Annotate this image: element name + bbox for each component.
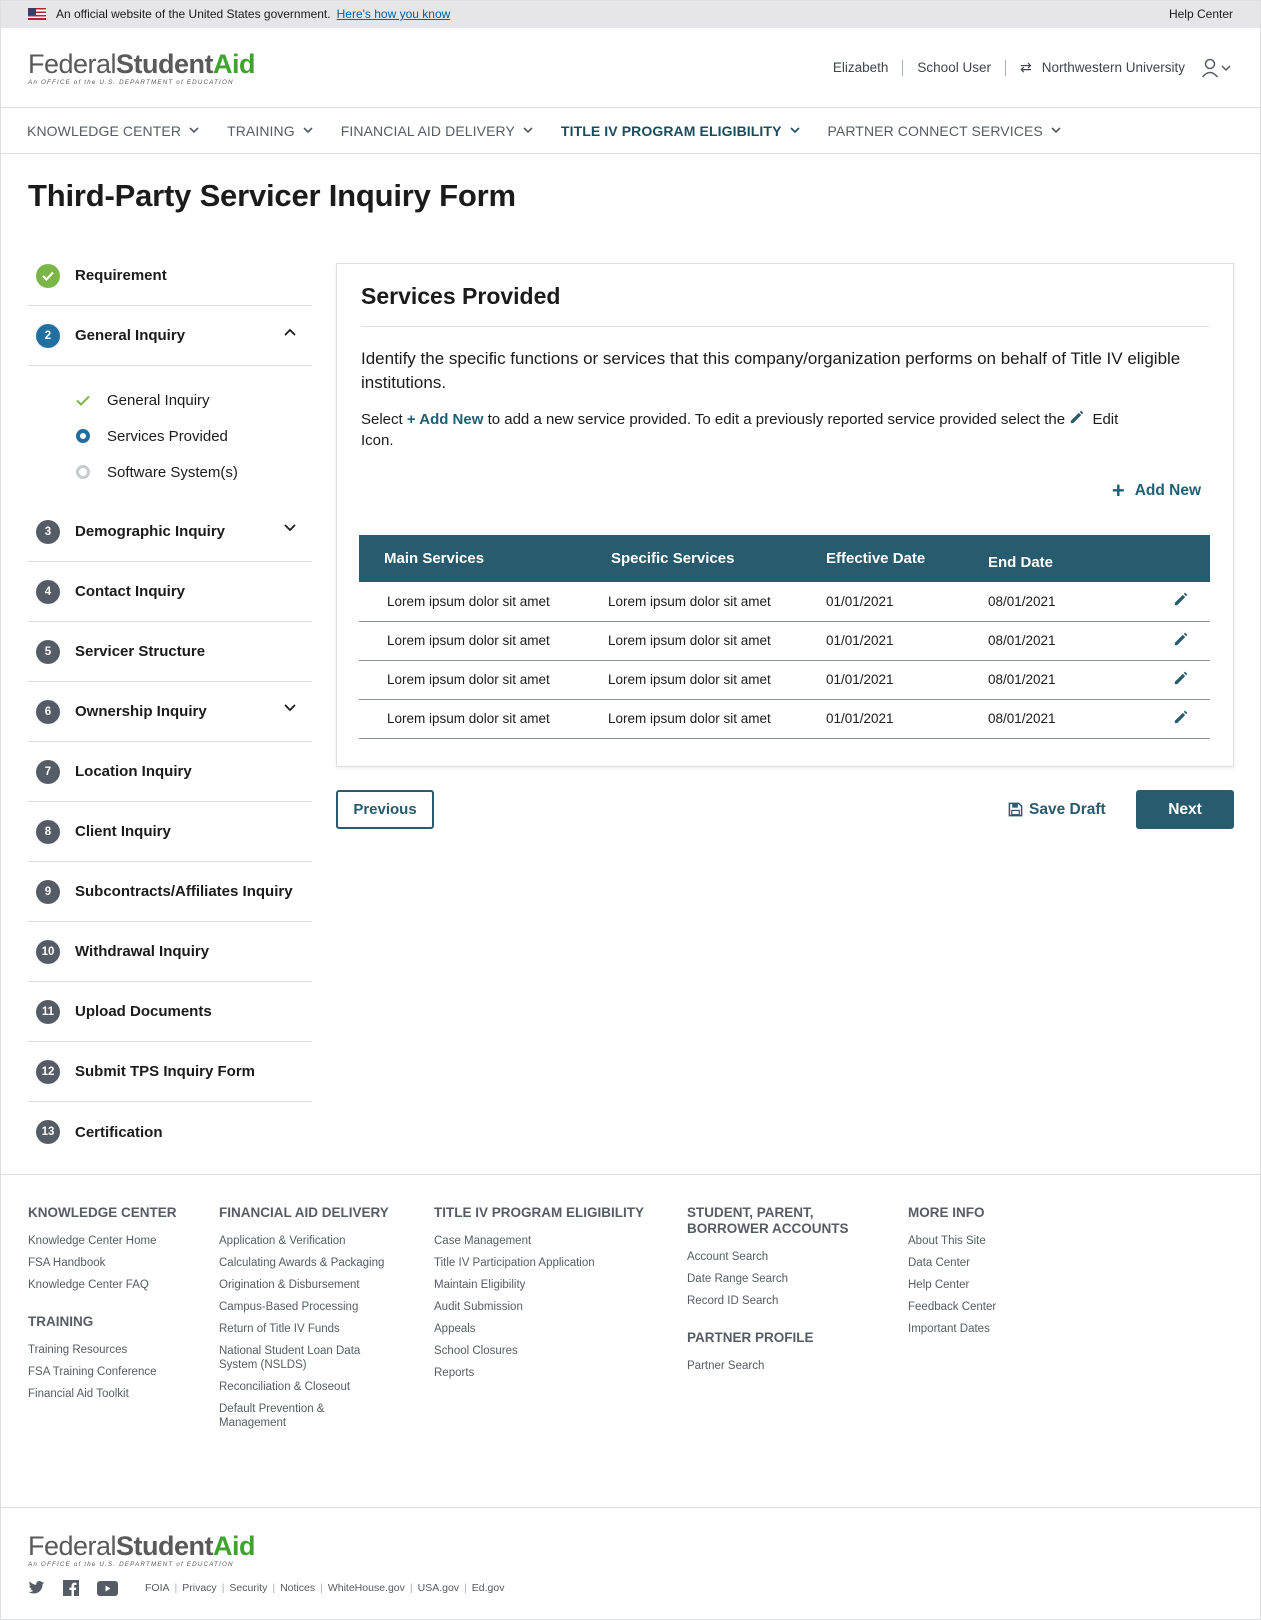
cell-specific: Lorem ipsum dolor sit amet xyxy=(586,699,826,738)
cell-end: 08/01/2021 xyxy=(988,660,1138,699)
step-label: Ownership Inquiry xyxy=(75,703,207,720)
edit-cell xyxy=(1138,582,1210,621)
divider xyxy=(1005,60,1006,76)
footer-legal-link[interactable]: Security xyxy=(229,1582,268,1594)
footer-link[interactable]: Data Center xyxy=(908,1257,971,1269)
check-icon xyxy=(76,393,90,407)
step-general-inquiry[interactable] xyxy=(28,306,312,366)
chevron-down-icon xyxy=(790,127,800,134)
logo-student: Student xyxy=(116,1531,214,1561)
logo-student: Student xyxy=(116,48,214,79)
footer-heading: FINANCIAL AID DELIVERY xyxy=(219,1205,389,1220)
us-flag-icon xyxy=(28,8,46,20)
chevron-down-icon[interactable] xyxy=(284,524,296,532)
card-instructions xyxy=(361,409,1131,451)
step-label: Servicer Structure xyxy=(75,643,206,660)
step-number: 12 xyxy=(36,1060,60,1084)
step-label: Subcontracts/Affiliates Inquiry xyxy=(75,883,293,900)
table-row xyxy=(359,660,1210,699)
footer-legal-link[interactable]: WhiteHouse.gov xyxy=(327,1582,405,1594)
user-area xyxy=(833,58,1233,78)
step-number: 4 xyxy=(36,580,60,604)
nav-label: PARTNER CONNECT SERVICES xyxy=(827,122,1043,139)
swap-icon[interactable]: ⇄ xyxy=(1019,59,1032,75)
pencil-icon[interactable] xyxy=(1173,710,1188,725)
step-number: 5 xyxy=(36,640,60,664)
footer-link[interactable]: FSA Handbook xyxy=(28,1257,106,1269)
logo-federal: Federal xyxy=(28,48,117,79)
table-header-row xyxy=(359,535,1210,582)
cell-effective: 01/01/2021 xyxy=(826,660,988,699)
cell-end: 08/01/2021 xyxy=(988,582,1138,621)
social-links xyxy=(28,1580,510,1596)
step-certification[interactable] xyxy=(28,1102,312,1162)
footer-link[interactable]: About This Site xyxy=(908,1235,986,1247)
substep-software-systems[interactable] xyxy=(28,454,312,490)
footer-link[interactable]: National Student Loan Data System (NSLDS) xyxy=(219,1345,361,1371)
th-effective-date: Effective Date xyxy=(826,550,926,567)
footer-col-title-iv xyxy=(434,1205,644,1388)
footer-heading: STUDENT, PARENT, BORROWER ACCOUNTS xyxy=(687,1205,849,1236)
footer-link[interactable]: School Closures xyxy=(434,1345,518,1357)
cell-main: Lorem ipsum dolor sit amet xyxy=(359,660,586,699)
step-number: 9 xyxy=(36,880,60,904)
logo-tagline: An OFFICE of the U.S. DEPARTMENT of EDUCATION xyxy=(28,78,234,86)
logo-aid: Aid xyxy=(213,1531,256,1561)
step-label: Upload Documents xyxy=(75,1003,212,1020)
table-row xyxy=(359,582,1210,621)
cell-effective: 01/01/2021 xyxy=(826,621,988,660)
cell-main: Lorem ipsum dolor sit amet xyxy=(359,699,586,738)
footer-col-knowledge xyxy=(28,1205,177,1409)
services-card xyxy=(336,263,1234,767)
card-title: Services Provided xyxy=(361,283,1209,327)
footer-heading: TITLE IV PROGRAM ELIGIBILITY xyxy=(434,1205,645,1220)
cell-end: 08/01/2021 xyxy=(988,621,1138,660)
footer-link[interactable]: Appeals xyxy=(434,1323,476,1335)
step-label: Location Inquiry xyxy=(75,763,192,780)
help-center-link[interactable]: Help Center xyxy=(1168,7,1233,21)
pencil-icon[interactable] xyxy=(1173,592,1188,607)
cell-main: Lorem ipsum dolor sit amet xyxy=(359,621,586,660)
user-name: Elizabeth xyxy=(832,60,889,75)
footer-link[interactable]: Title IV Participation Application xyxy=(434,1257,595,1269)
services-table xyxy=(359,535,1210,739)
footer-legal-link[interactable]: USA.gov xyxy=(417,1582,460,1594)
site-footer xyxy=(0,1174,1261,1508)
nav-label: TRAINING xyxy=(227,122,295,139)
step-sidebar xyxy=(28,246,312,1162)
save-icon xyxy=(1008,802,1023,817)
step-servicer-structure[interactable] xyxy=(28,622,312,682)
substep-services-provided[interactable] xyxy=(28,418,312,454)
substep-label: Software System(s) xyxy=(107,463,238,481)
instr-add-new: + Add New xyxy=(406,411,484,428)
nav-partner-connect[interactable] xyxy=(828,123,1061,139)
footer-link[interactable]: Training Resources xyxy=(28,1344,128,1356)
step-upload-documents[interactable] xyxy=(28,982,312,1042)
legal-links: FOIA | Privacy | Security | Notices | WhiteHouse.gov | USA.gov | Ed.gov xyxy=(140,1582,510,1594)
step-withdrawal-inquiry[interactable] xyxy=(28,922,312,982)
instr-text: to add a new service provided. To edit a previously reported service provided select the xyxy=(483,411,1070,428)
cell-effective: 01/01/2021 xyxy=(826,699,988,738)
footer-link[interactable]: Date Range Search xyxy=(687,1273,789,1285)
add-new-button[interactable] xyxy=(1111,478,1201,503)
step-submit-form[interactable] xyxy=(28,1042,312,1102)
instr-text: Edit Icon. xyxy=(361,411,1119,449)
how-you-know-link[interactable]: Here's how you know xyxy=(336,7,451,21)
school-name[interactable]: Northwestern University xyxy=(1041,60,1185,75)
footer-col-more-info xyxy=(908,1205,996,1344)
footer-legal-link[interactable]: Privacy xyxy=(182,1582,217,1594)
divider xyxy=(902,60,903,76)
footer-link[interactable]: Maintain Eligibility xyxy=(434,1279,526,1291)
twitter-icon[interactable] xyxy=(28,1581,45,1595)
chevron-down-icon xyxy=(189,127,199,134)
add-new-label: Add New xyxy=(1134,482,1201,499)
footer-link[interactable]: Reports xyxy=(434,1367,475,1379)
nav-label: FINANCIAL AID DELIVERY xyxy=(340,122,515,139)
step-number: 3 xyxy=(36,520,60,544)
footer-link[interactable]: Reconciliation & Closeout xyxy=(219,1381,351,1393)
table-row xyxy=(359,699,1210,738)
substep-label: General Inquiry xyxy=(107,391,210,409)
logo-tagline: An OFFICE of the U.S. DEPARTMENT of EDUCATION xyxy=(28,1561,234,1568)
step-label: Demographic Inquiry xyxy=(75,523,226,540)
nav-label: TITLE IV PROGRAM ELIGIBILITY xyxy=(560,122,782,139)
footer-link[interactable]: Financial Aid Toolkit xyxy=(28,1388,129,1400)
th-actions xyxy=(1138,535,1210,582)
cell-specific: Lorem ipsum dolor sit amet xyxy=(586,582,826,621)
pending-step-icon xyxy=(76,465,90,479)
footer-link[interactable]: Account Search xyxy=(687,1251,769,1263)
footer-legal-link[interactable]: FOIA xyxy=(145,1582,170,1594)
official-text: An official website of the United States government. xyxy=(56,7,331,21)
chevron-down-icon xyxy=(1051,127,1061,134)
edit-cell xyxy=(1138,621,1210,660)
step-contact-inquiry[interactable] xyxy=(28,562,312,622)
save-draft-button[interactable] xyxy=(1008,790,1106,829)
step-number: 13 xyxy=(36,1120,60,1144)
edit-cell xyxy=(1138,660,1210,699)
nav-financial-aid-delivery[interactable] xyxy=(341,123,533,139)
gov-banner xyxy=(0,0,1261,28)
step-number: 7 xyxy=(36,760,60,784)
step-number: 8 xyxy=(36,820,60,844)
step-subcontracts-inquiry[interactable] xyxy=(28,862,312,922)
pencil-icon[interactable] xyxy=(1173,632,1188,647)
footer-link[interactable]: Calculating Awards & Packaging xyxy=(219,1257,385,1269)
current-step-icon xyxy=(76,429,90,443)
logo-aid: Aid xyxy=(213,48,256,79)
step-label: Certification xyxy=(75,1123,163,1141)
step-number: 6 xyxy=(36,700,60,724)
chevron-down-icon xyxy=(303,127,313,134)
cell-specific: Lorem ipsum dolor sit amet xyxy=(586,621,826,660)
step-label: Contact Inquiry xyxy=(75,583,186,600)
edit-cell xyxy=(1138,699,1210,738)
facebook-icon[interactable] xyxy=(63,1580,79,1596)
footer-link[interactable]: FSA Training Conference xyxy=(28,1366,157,1378)
site-header xyxy=(0,28,1261,108)
cell-main: Lorem ipsum dolor sit amet xyxy=(359,582,586,621)
footer-col-accounts xyxy=(687,1205,867,1381)
step-label: Submit TPS Inquiry Form xyxy=(75,1063,256,1080)
th-end-date: End Date xyxy=(988,554,1054,571)
pencil-icon xyxy=(1069,410,1084,425)
step-label: Client Inquiry xyxy=(75,823,171,840)
chevron-up-icon[interactable] xyxy=(284,328,296,336)
step-location-inquiry[interactable] xyxy=(28,742,312,802)
chevron-down-icon[interactable] xyxy=(284,704,296,712)
card-intro: Identify the specific functions or services that this company/organization performs on behalf of Title IV eligible institutions. xyxy=(361,349,1181,392)
footer-fsa-logo[interactable] xyxy=(28,1532,255,1568)
footer-link[interactable]: Feedback Center xyxy=(908,1301,997,1313)
footer-bottom xyxy=(0,1507,1261,1620)
step-number: 11 xyxy=(36,1000,60,1024)
footer-link[interactable]: Case Management xyxy=(434,1235,532,1247)
step-ownership-inquiry[interactable] xyxy=(28,682,312,742)
chevron-down-icon xyxy=(523,127,533,134)
footer-link[interactable]: Record ID Search xyxy=(687,1295,779,1307)
step-number: 10 xyxy=(36,940,60,964)
check-circle-icon xyxy=(36,264,60,288)
nav-training[interactable] xyxy=(227,123,313,139)
footer-link[interactable]: Campus-Based Processing xyxy=(219,1301,359,1313)
logo-federal: Federal xyxy=(28,1531,117,1561)
nav-title-iv-eligibility[interactable] xyxy=(561,123,800,139)
main-nav xyxy=(0,108,1261,154)
footer-link[interactable]: Audit Submission xyxy=(434,1301,523,1313)
previous-button[interactable]: Previous xyxy=(336,790,434,829)
next-button[interactable]: Next xyxy=(1136,790,1234,829)
footer-legal-link[interactable]: Notices xyxy=(280,1582,316,1594)
th-main-services: Main Services xyxy=(384,550,485,567)
footer-link[interactable]: Application & Verification xyxy=(219,1235,346,1247)
step-client-inquiry[interactable] xyxy=(28,802,312,862)
step-requirement[interactable] xyxy=(28,246,312,306)
pencil-icon[interactable] xyxy=(1173,671,1188,686)
footer-heading: KNOWLEDGE CENTER xyxy=(28,1205,177,1220)
substep-list xyxy=(28,366,312,502)
footer-col-fad xyxy=(219,1205,389,1438)
footer-legal-link[interactable]: Ed.gov xyxy=(471,1582,505,1594)
save-draft-label: Save Draft xyxy=(1029,800,1106,818)
nav-knowledge-center[interactable] xyxy=(27,123,199,139)
footer-heading: PARTNER PROFILE xyxy=(687,1330,814,1345)
footer-link[interactable]: Origination & Disbursement xyxy=(219,1279,360,1291)
plus-icon: + xyxy=(1111,478,1125,503)
cell-effective: 01/01/2021 xyxy=(826,582,988,621)
footer-link[interactable]: Knowledge Center FAQ xyxy=(28,1279,149,1291)
instr-text: Select xyxy=(361,411,407,428)
step-demographic-inquiry[interactable] xyxy=(28,502,312,562)
fsa-logo[interactable] xyxy=(28,50,255,86)
nav-label: KNOWLEDGE CENTER xyxy=(27,122,182,139)
cell-end: 08/01/2021 xyxy=(988,699,1138,738)
footer-link[interactable]: Partner Search xyxy=(687,1360,765,1372)
cell-specific: Lorem ipsum dolor sit amet xyxy=(586,660,826,699)
substep-label: Services Provided xyxy=(107,427,228,445)
footer-link[interactable]: Important Dates xyxy=(908,1323,990,1335)
youtube-icon[interactable] xyxy=(97,1581,118,1596)
step-number: 2 xyxy=(36,324,60,348)
table-row xyxy=(359,621,1210,660)
footer-heading: TRAINING xyxy=(28,1314,94,1329)
footer-heading: MORE INFO xyxy=(908,1205,985,1220)
step-label: Requirement xyxy=(75,267,167,284)
footer-link[interactable]: Help Center xyxy=(908,1279,970,1291)
step-label: Withdrawal Inquiry xyxy=(75,943,210,960)
footer-link[interactable]: Return of Title IV Funds xyxy=(219,1323,340,1335)
user-role: School User xyxy=(917,60,991,75)
step-label: General Inquiry xyxy=(75,327,186,344)
footer-link[interactable]: Knowledge Center Home xyxy=(28,1235,157,1247)
th-specific-services: Specific Services xyxy=(611,550,735,567)
substep-general-inquiry[interactable] xyxy=(28,382,312,418)
user-menu-icon[interactable] xyxy=(1201,58,1233,78)
footer-link[interactable]: Default Prevention & Management xyxy=(219,1403,325,1429)
page-title: Third-Party Servicer Inquiry Form xyxy=(28,178,516,213)
